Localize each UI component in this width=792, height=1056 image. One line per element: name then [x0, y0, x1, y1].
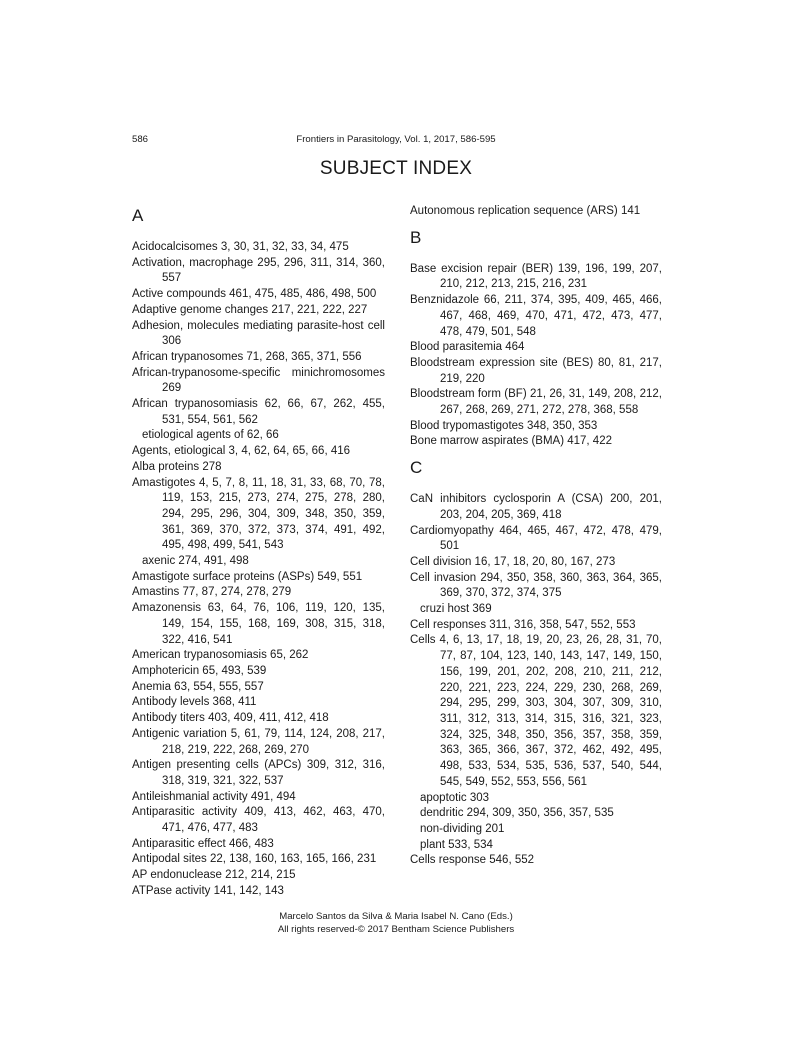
index-entry: ATPase activity 141, 142, 143 [132, 884, 284, 897]
index-entry: Adhesion, molecules mediating parasite-host cell 306 [132, 319, 385, 348]
index-entry: African-trypanosome-specific minichromosomes 269 [132, 366, 385, 395]
editors-line: Marcelo Santos da Silva & Maria Isabel N. Cano (Eds.) [279, 911, 513, 922]
index-entry: Cell division 16, 17, 18, 20, 80, 167, 273 [410, 555, 616, 568]
section-letter-a: A [132, 206, 144, 225]
index-entry: Alba proteins 278 [132, 460, 222, 473]
index-entry: Bloodstream form (BF) 21, 26, 31, 149, 208, 212, 267, 268, 269, 271, 272, 278, 368, 558 [410, 388, 662, 417]
index-entry: African trypanosomiasis 62, 66, 67, 262, 455, 531, 554, 561, 562 [132, 398, 385, 426]
index-subentry: apoptotic 303 [420, 791, 490, 804]
index-column-right [410, 204, 662, 869]
index-entry: Cells 4, 6, 13, 17, 18, 19, 20, 23, 26, 28, 31, 70, 77, 87, 104, 123, 140, 143, 147, 149, 150, 156, 199, 201, 202, 208, 210, 211, 212, 220, 221, 223, 224, 229, 230, 268, 269, 294, 295, 299, 303, 304, 307, 309, 310, 311, 312, 313, 314, 315, 316, 321, 323, 324, 325, 348, 350, 356, 357, 358, 359, 363, 365, 366, 367, 372, 462, 492, 495, 498, 533, 534, 535, 536, 537, 540, 544, 545, 549, 552, 553, 556, 561 [410, 634, 662, 788]
index-entry: Antileishmanial activity 491, 494 [132, 790, 296, 803]
index-entry: Antibody titers 403, 409, 411, 412, 418 [132, 712, 329, 725]
section-letter-c: C [410, 458, 423, 478]
index-entry: Amastigote surface proteins (ASPs) 549, 551 [132, 570, 363, 583]
index-entry: African trypanosomes 71, 268, 365, 371, 556 [132, 350, 362, 363]
index-entry: Cells response 546, 552 [410, 854, 535, 867]
index-entry: Agents, etiological 3, 4, 62, 64, 65, 66, 416 [132, 445, 351, 458]
index-entry: Antigenic variation 5, 61, 79, 114, 124, 208, 217, 218, 219, 222, 268, 269, 270 [132, 727, 385, 756]
index-entry: Acidocalcisomes 3, 30, 31, 32, 33, 34, 475 [132, 241, 349, 253]
index-entry: Activation, macrophage 295, 296, 311, 314, 360, 557 [132, 256, 385, 285]
page-footer [0, 910, 792, 936]
index-entry: Blood trypomastigotes 348, 350, 353 [410, 419, 598, 432]
journal-citation: Frontiers in Parasitology, Vol. 1, 2017, 586-595 [296, 134, 496, 145]
copyright-line: All rights reserved-© 2017 Bentham Science Publishers [277, 924, 515, 935]
index-entry: CaN inhibitors cyclosporin A (CSA) 200, 201, 203, 204, 205, 369, 418 [410, 493, 662, 521]
index-entry: Blood parasitemia 464 [410, 341, 525, 354]
page-header [132, 134, 660, 148]
page-title: SUBJECT INDEX [319, 158, 473, 179]
index-entry: Bloodstream expression site (BES) 80, 81, 217, 219, 220 [410, 356, 662, 385]
index-entry: Cardiomyopathy 464, 465, 467, 472, 478, 479, 501 [410, 524, 662, 553]
page-number: 586 [132, 134, 149, 145]
index-entry: Base excision repair (BER) 139, 196, 199, 207, 210, 212, 213, 215, 216, 231 [410, 262, 662, 291]
index-entry: Amastigotes 4, 5, 7, 8, 11, 18, 31, 33, 68, 70, 78, 119, 153, 215, 273, 274, 275, 278, 280, 294, 295, 296, 304, 309, 348, 350, 359, 361, 369, 370, 372, 373, 374, 491, 492, 495, 498, 499, 541, 543 [132, 476, 385, 552]
index-entry: Cell responses 311, 316, 358, 547, 552, 553 [410, 618, 636, 631]
index-entry: Antipodal sites 22, 138, 160, 163, 165, 166, 231 [132, 853, 377, 866]
index-entry: Anemia 63, 554, 555, 557 [132, 680, 264, 693]
index-entry: Bone marrow aspirates (BMA) 417, 422 [410, 435, 612, 448]
index-entry: Antibody levels 368, 411 [132, 696, 257, 709]
index-entry: Adaptive genome changes 217, 221, 222, 227 [132, 303, 368, 316]
section-letter-b: B [410, 227, 422, 247]
index-subentry: etiological agents of 62, 66 [142, 429, 279, 442]
index-entry: Active compounds 461, 475, 485, 486, 498, 500 [132, 288, 377, 301]
index-entry: AP endonuclease 212, 214, 215 [132, 869, 296, 882]
index-entry: Amphotericin 65, 493, 539 [132, 664, 267, 677]
index-subentry: cruzi host 369 [420, 603, 492, 616]
index-entry: Autonomous replication sequence (ARS) 141 [410, 205, 641, 217]
index-entry: Cell invasion 294, 350, 358, 360, 363, 364, 365, 369, 370, 372, 374, 375 [410, 571, 662, 600]
index-subentry: non-dividing 201 [420, 822, 505, 835]
index-entry: Amastins 77, 87, 274, 278, 279 [132, 586, 292, 599]
index-entry: Benznidazole 66, 211, 374, 395, 409, 465, 466, 467, 468, 469, 470, 471, 472, 473, 477, 478, 479, 501, 548 [410, 294, 662, 338]
index-subentry: axenic 274, 491, 498 [142, 555, 249, 568]
index-entry: Amazonensis 63, 64, 76, 106, 119, 120, 135, 149, 154, 155, 168, 169, 308, 315, 318, 322, 416, 541 [132, 602, 385, 646]
index-column-left [132, 204, 385, 900]
index-entry: Antiparasitic effect 466, 483 [132, 837, 274, 850]
index-entry: Antigen presenting cells (APCs) 309, 312, 316, 318, 319, 321, 322, 537 [132, 759, 385, 787]
index-subentry: dendritic 294, 309, 350, 356, 357, 535 [420, 807, 614, 820]
index-entry: American trypanosomiasis 65, 262 [132, 649, 309, 662]
index-subentry: plant 533, 534 [420, 838, 493, 851]
index-entry: Antiparasitic activity 409, 413, 462, 463, 470, 471, 476, 477, 483 [132, 806, 385, 835]
